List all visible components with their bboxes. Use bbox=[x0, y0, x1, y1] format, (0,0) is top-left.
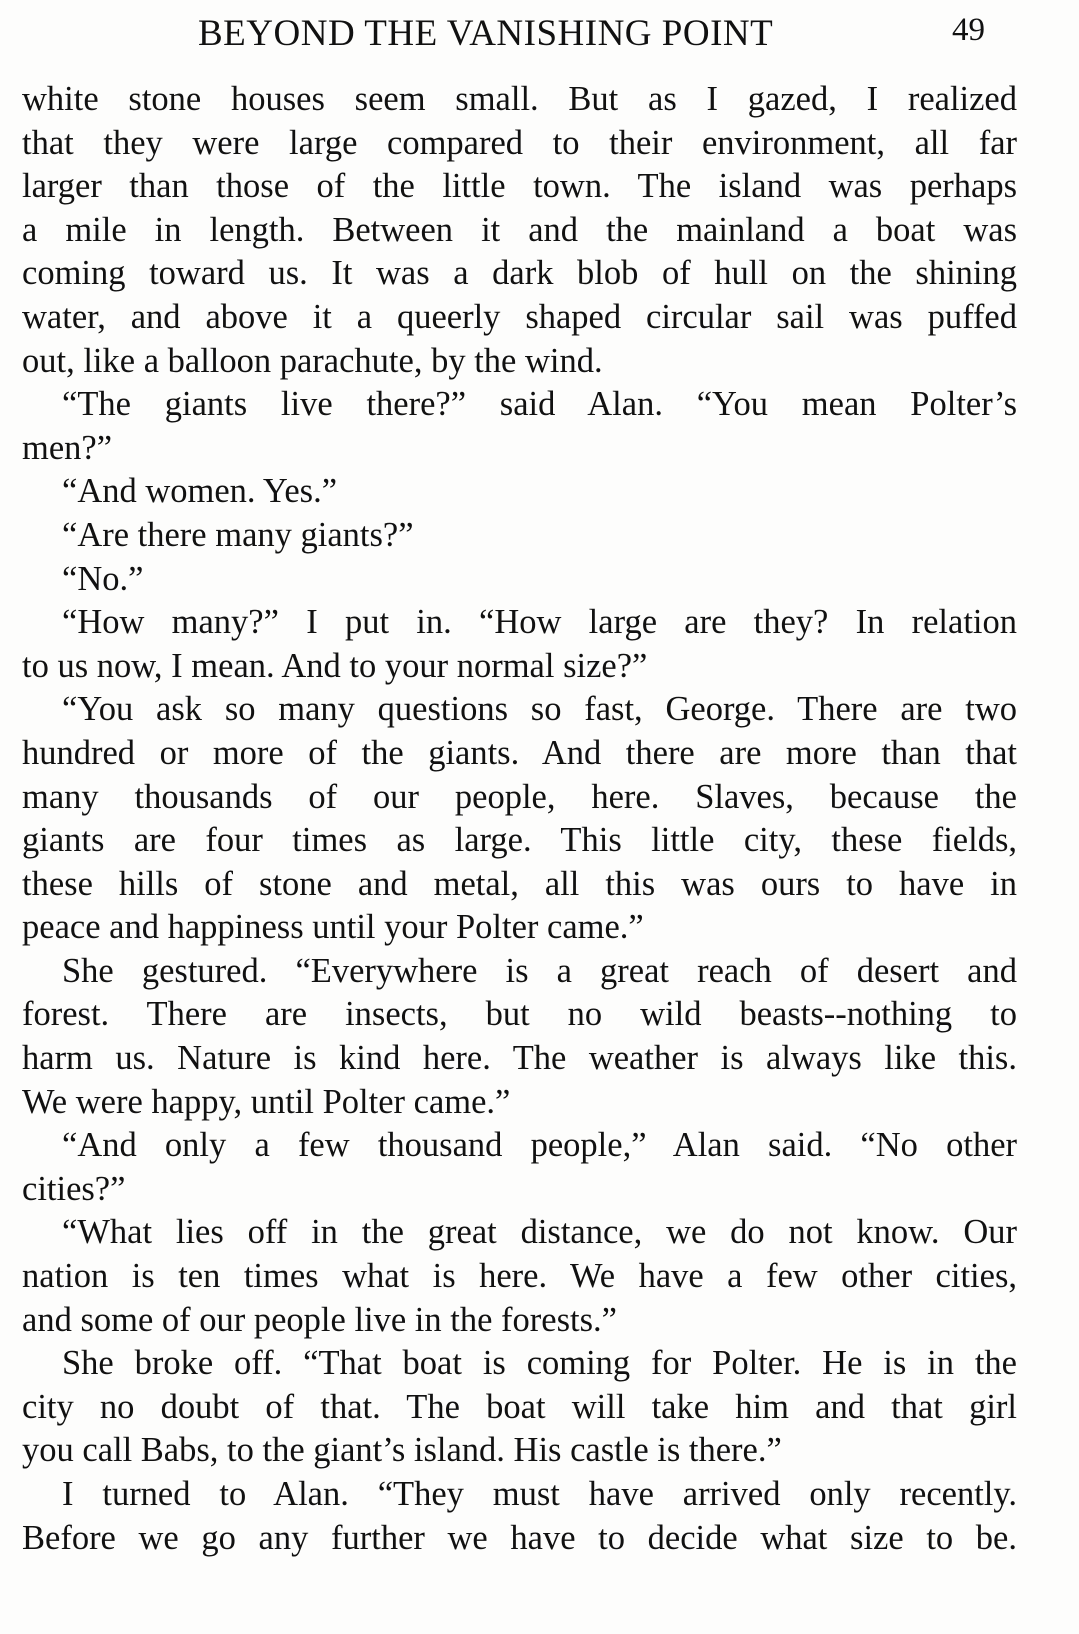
running-head-title: BEYOND THE VANISHING POINT bbox=[198, 13, 774, 54]
text-line: “And only a few thousand people,” Alan said. “No other bbox=[62, 1126, 1017, 1165]
text-line: out, like a balloon parachute, by the wind. bbox=[22, 341, 603, 380]
text-line: you call Babs, to the giant’s island. His castle is there.” bbox=[22, 1431, 782, 1470]
text-line: many thousands of our people, here. Slaves, because the bbox=[22, 777, 1017, 816]
text-line: larger than those of the little town. The island was perhaps bbox=[22, 167, 1017, 206]
page-number: 49 bbox=[952, 12, 985, 48]
text-line: giants are four times as large. This little city, these fields, bbox=[22, 821, 1017, 860]
text-line: Before we go any further we have to decide what size to be. bbox=[22, 1518, 1017, 1557]
text-line: a mile in length. Between it and the mainland a boat was bbox=[22, 210, 1017, 249]
text-line: forest. There are insects, but no wild beasts--nothing to bbox=[22, 995, 1017, 1034]
text-line: these hills of stone and metal, all this was ours to have in bbox=[22, 864, 1017, 903]
text-line: “No.” bbox=[62, 559, 144, 598]
text-line: nation is ten times what is here. We have a few other cities, bbox=[22, 1257, 1017, 1296]
running-head bbox=[0, 8, 1079, 58]
text-line: white stone houses seem small. But as I gazed, I realized bbox=[22, 80, 1017, 118]
text-line: coming toward us. It was a dark blob of hull on the shining bbox=[22, 254, 1017, 293]
text-line: “The giants live there?” said Alan. “You mean Polter’s bbox=[62, 385, 1017, 424]
text-line: “And women. Yes.” bbox=[62, 472, 338, 511]
text-line: that they were large compared to their environment, all far bbox=[22, 123, 1017, 162]
text-line: She gestured. “Everywhere is a great reach of desert and bbox=[62, 951, 1017, 990]
body-text bbox=[22, 78, 1017, 1560]
text-line: city no doubt of that. The boat will take him and that girl bbox=[22, 1387, 1017, 1426]
text-line: peace and happiness until your Polter came.” bbox=[22, 908, 644, 947]
text-line: “You ask so many questions so fast, George. There are two bbox=[62, 690, 1017, 729]
text-line: hundred or more of the giants. And there are more than that bbox=[22, 733, 1017, 772]
text-line: water, and above it a queerly shaped circular sail was puffed bbox=[22, 297, 1017, 336]
text-line: We were happy, until Polter came.” bbox=[22, 1082, 511, 1121]
text-line: harm us. Nature is kind here. The weather is always like this. bbox=[22, 1039, 1017, 1078]
text-line: cities?” bbox=[22, 1169, 126, 1208]
text-line: and some of our people live in the forests.” bbox=[22, 1300, 617, 1339]
text-line: “What lies off in the great distance, we do not know. Our bbox=[62, 1213, 1017, 1252]
text-line: I turned to Alan. “They must have arrived only recently. bbox=[62, 1475, 1017, 1513]
text-line: to us now, I mean. And to your normal size?” bbox=[22, 646, 648, 685]
text-line: men?” bbox=[22, 428, 113, 467]
text-line: “Are there many giants?” bbox=[62, 515, 414, 554]
text-line: She broke off. “That boat is coming for Polter. He is in the bbox=[62, 1344, 1017, 1383]
text-line: “How many?” I put in. “How large are they? In relation bbox=[62, 603, 1017, 642]
